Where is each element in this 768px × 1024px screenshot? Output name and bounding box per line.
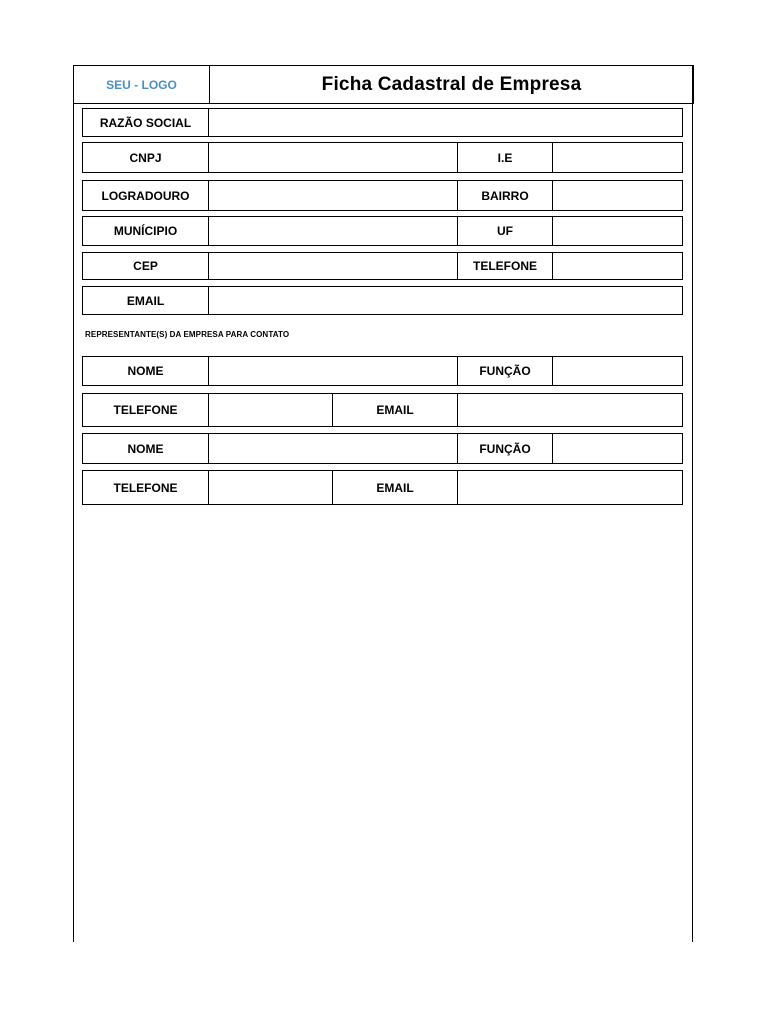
label-cep: CEP [133,259,158,273]
field-bairro[interactable] [552,181,682,210]
representatives-section-title: REPRESENTANTE(S) DA EMPRESA PARA CONTATO [85,330,290,339]
row-rep1-nome [82,356,683,386]
field-telefone[interactable] [552,253,682,279]
field-uf[interactable] [552,217,682,245]
label-rep1-funcao: FUNÇÃO [457,357,552,385]
label-cnpj: CNPJ [129,150,162,165]
row-rep2-nome [82,433,683,464]
label-telefone: TELEFONE [457,253,552,279]
field-municipio[interactable] [208,217,457,245]
row-cnpj [82,142,683,173]
field-rep2-email[interactable] [457,471,682,504]
label-rep1-email: EMAIL [332,394,457,426]
label-email: EMAIL [126,293,165,308]
field-logradouro[interactable] [208,181,457,210]
field-ie[interactable] [552,143,682,172]
label-rep2-funcao: FUNÇÃO [457,434,552,463]
field-cep[interactable] [208,253,457,279]
label-rep2-nome: NOME [127,441,164,456]
field-rep2-telefone[interactable] [208,471,332,504]
row-razao-social [82,108,683,137]
row-email [82,286,683,315]
label-municipio: MUNÍCIPIO [113,224,178,238]
field-razao-social[interactable] [208,109,682,136]
field-rep1-funcao[interactable] [552,357,682,385]
label-bairro: BAIRRO [457,181,552,210]
label-rep1-telefone: TELEFONE [113,403,178,417]
label-rep1-nome: NOME [127,364,164,378]
row-cep [82,252,683,280]
label-ie: I.E [457,143,552,172]
label-uf: UF [457,217,552,245]
label-razao-social: RAZÃO SOCIAL [99,115,192,130]
label-rep2-email: EMAIL [332,471,457,504]
row-municipio [82,216,683,246]
field-email[interactable] [208,287,682,314]
field-rep2-nome[interactable] [208,434,457,463]
row-rep2-contato [82,470,683,505]
field-rep1-telefone[interactable] [208,394,332,426]
label-rep2-telefone: TELEFONE [113,480,178,495]
field-rep1-email[interactable] [457,394,682,426]
logo-placeholder: SEU - LOGO [74,66,210,103]
label-logradouro: LOGRADOURO [101,188,190,203]
field-rep2-funcao[interactable] [552,434,682,463]
field-cnpj[interactable] [208,143,457,172]
row-logradouro [82,180,683,211]
form-header [73,65,694,104]
form-title: Ficha Cadastral de Empresa [321,73,582,95]
field-rep1-nome[interactable] [208,357,457,385]
row-rep1-contato [82,393,683,427]
